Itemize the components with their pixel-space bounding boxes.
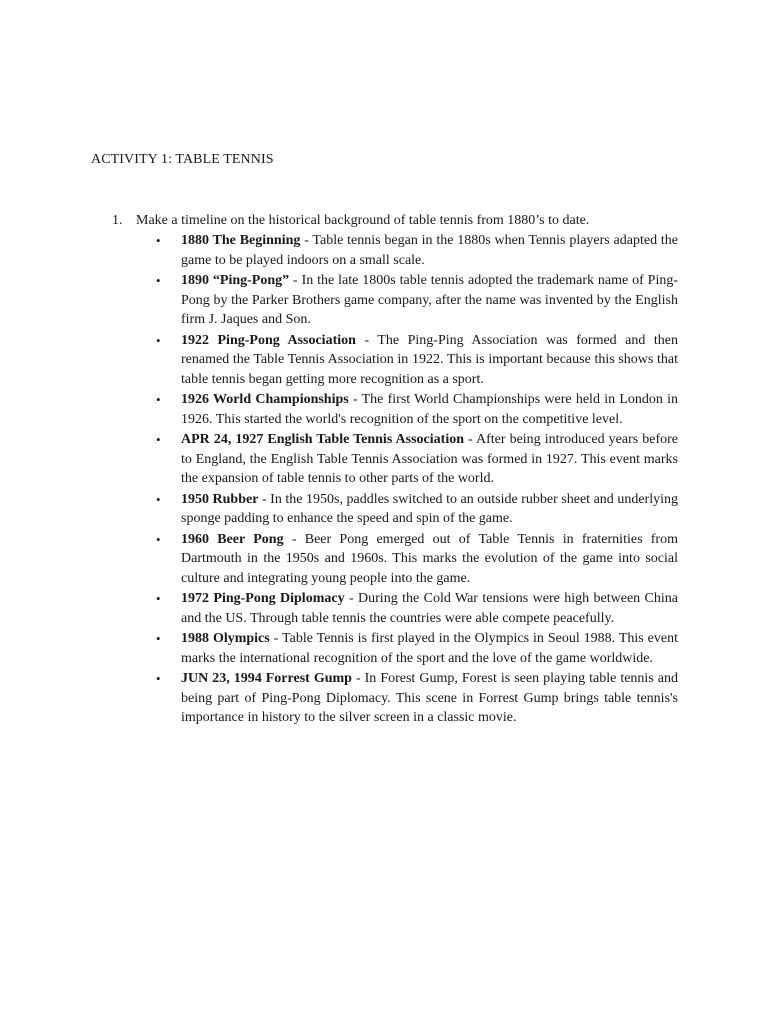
timeline-entry: [155, 629, 678, 668]
timeline-entry-text: - Table Tennis is first played in the Olympics in Seoul 1988. This event marks the international recognition of the sport and the love of the game worldwide.: [181, 631, 678, 666]
bullet-icon: •: [156, 671, 161, 686]
bullet-icon: •: [156, 531, 161, 547]
question-text: Make a timeline on the historical background of table tennis from 1880’s to date.: [136, 213, 590, 228]
timeline-entry-text: - Beer Pong emerged out of Table Tennis in fraternities from Dartmouth in the 1950s and 1960s. This marks the evolution of the game into social culture and integrating young people into the game.: [181, 531, 678, 586]
timeline-list: [155, 231, 678, 729]
timeline-entry-title: 1960 Beer Pong: [181, 531, 284, 547]
timeline-entry-text: - In the late 1800s table tennis adopted the trademark name of Ping-Pong by the Parker Brothers game company, after the name was invented by the English firm J. Jaques and Son.: [181, 273, 678, 327]
timeline-entry-text: - During the Cold War tensions were high between China and the US. Through table tennis the countries were able compete peacefully.: [181, 591, 678, 626]
timeline-entry: [155, 669, 678, 728]
timeline-entry-text: - In Forest Gump, Forest is seen playing table tennis and being part of Ping-Pong Diplomacy. This scene in Forrest Gump brings table tennis's importance in history to the silver screen in a classic movie.: [181, 671, 678, 725]
timeline-entry-title: 1950 Rubber: [181, 491, 259, 507]
timeline-entry-title: JUN 23, 1994 Forrest Gump: [181, 671, 352, 686]
bullet-icon: •: [156, 332, 161, 348]
timeline-entry-title: 1922 Ping-Pong Association: [181, 332, 356, 348]
timeline-entry: [155, 490, 678, 529]
timeline-entry-title: 1926 World Championships: [181, 392, 349, 407]
bullet-icon: •: [156, 432, 161, 447]
timeline-entry: [155, 530, 678, 589]
timeline-entry-text: - Table tennis began in the 1880s when Tennis players adapted the game to be played indoors on a small scale.: [181, 233, 679, 268]
timeline-entry: [155, 430, 678, 489]
timeline-entry-title: 1890 “Ping-Pong”: [181, 273, 290, 288]
timeline-entry-text: - The Ping-Ping Association was formed and then renamed the Table Tennis Association in 1922. This is important because this shows that table tennis began getting more recognition as a sport.: [181, 332, 678, 387]
bullet-icon: •: [156, 273, 161, 288]
timeline-entry-title: 1880 The Beginning: [181, 233, 301, 248]
bullet-icon: •: [156, 392, 161, 407]
timeline-entry: [155, 271, 678, 330]
activity-heading: ACTIVITY 1: TABLE TENNIS: [91, 152, 274, 167]
bullet-icon: •: [156, 631, 161, 646]
timeline-entry-title: 1988 Olympics: [181, 631, 270, 646]
bullet-icon: •: [156, 233, 161, 248]
question-number: 1.: [112, 213, 123, 228]
timeline-entry: [155, 589, 678, 628]
timeline-entry-text: - In the 1950s, paddles switched to an outside rubber sheet and underlying sponge padding to enhance the speed and spin of the game.: [181, 491, 678, 526]
timeline-entry-title: 1972 Ping-Pong Diplomacy: [181, 591, 345, 606]
timeline-entry-text: - After being introduced years before to England, the English Table Tennis Association was formed in 1927. This event marks the expansion of table tennis to other parts of the world.: [181, 432, 678, 486]
timeline-entry-text: - The first World Championships were held in London in 1926. This started the world's recognition of the sport on the competitive level.: [181, 392, 679, 427]
timeline-entry: [155, 331, 678, 390]
bullet-icon: •: [156, 491, 161, 507]
timeline-entry: [155, 390, 678, 429]
timeline-entry: [155, 231, 678, 270]
timeline-entry-title: APR 24, 1927 English Table Tennis Association: [181, 432, 464, 447]
bullet-icon: •: [156, 591, 161, 606]
